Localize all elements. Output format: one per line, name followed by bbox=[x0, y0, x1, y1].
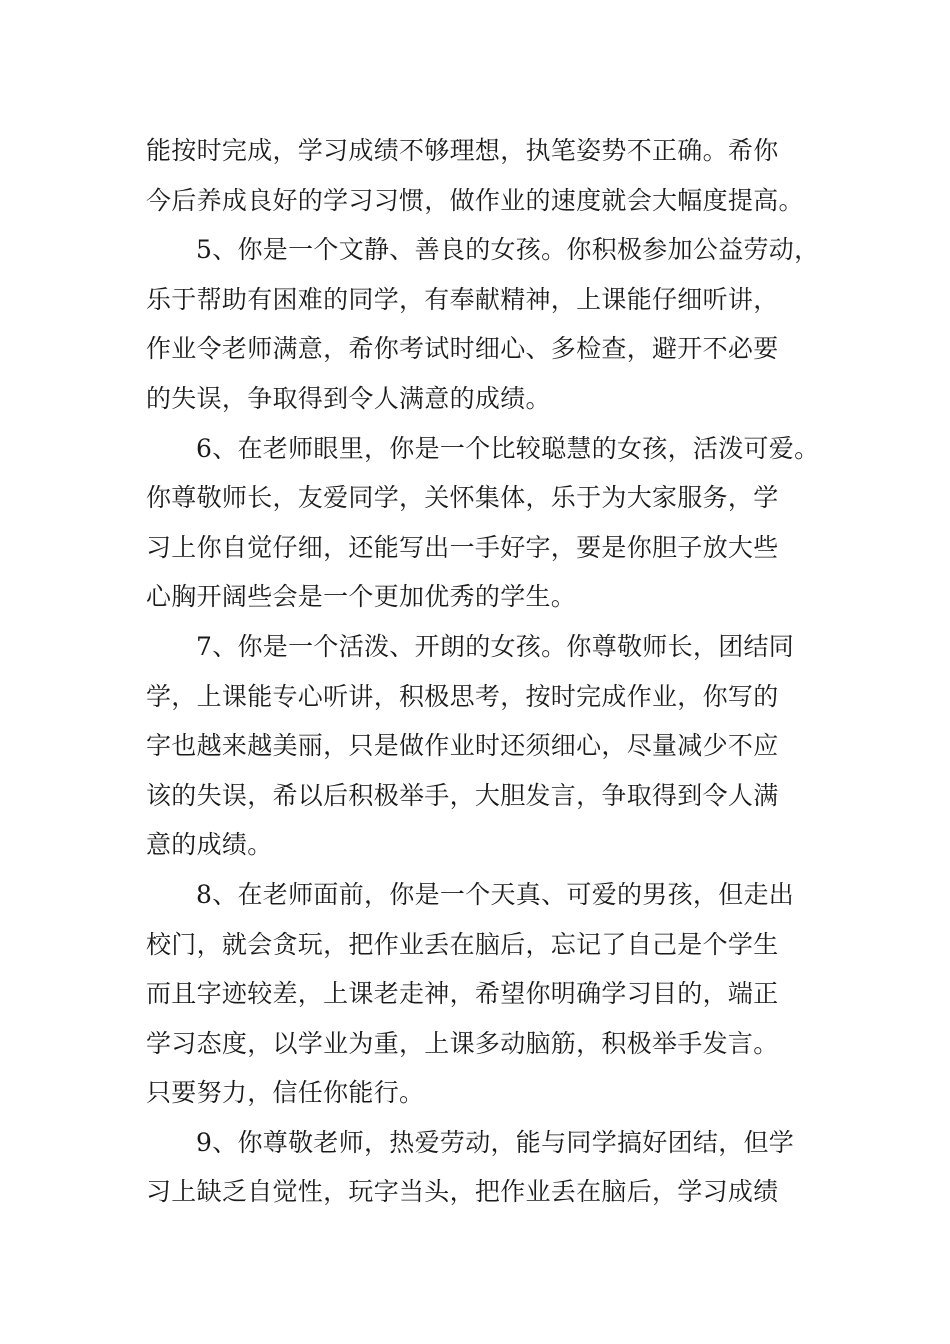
text-line: 习上缺乏自觉性，玩字当头，把作业丢在脑后，学习成绩 bbox=[146, 1177, 779, 1207]
text-line: 而且字迹较差，上课老走神，希望你明确学习目的，端正 bbox=[146, 979, 779, 1009]
text-line: 今后养成良好的学习习惯，做作业的速度就会大幅度提高。 bbox=[146, 185, 804, 215]
text-line: 心胸开阔些会是一个更加优秀的学生。 bbox=[146, 582, 577, 612]
text-line: 习上你自觉仔细，还能写出一手好字，要是你胆子放大些 bbox=[146, 532, 779, 562]
text-line: 该的失误，希以后积极举手，大胆发言，争取得到令人满 bbox=[146, 780, 779, 810]
text-line: 字也越来越美丽，只是做作业时还须细心，尽量减少不应 bbox=[146, 731, 779, 761]
text-line: 作业令老师满意，希你考试时细心、多检查，避开不必要 bbox=[146, 334, 779, 364]
text-line: 的失误，争取得到令人满意的成绩。 bbox=[146, 383, 551, 413]
text-line: 能按时完成，学习成绩不够理想，执笔姿势不正确。希你 bbox=[146, 136, 779, 165]
text-line: 学习态度，以学业为重，上课多动脑筋，积极举手发言。 bbox=[146, 1028, 779, 1058]
paragraph-start-line: 8、在老师面前，你是一个天真、可爱的男孩，但走出 bbox=[196, 879, 795, 909]
text-line: 只要努力，信任你能行。 bbox=[146, 1078, 425, 1108]
text-line: 乐于帮助有困难的同学，有奉献精神，上课能仔细听讲， bbox=[146, 284, 779, 314]
text-line: 校门，就会贪玩，把作业丢在脑后，忘记了自己是个学生 bbox=[146, 929, 779, 959]
text-line: 学，上课能专心听讲，积极思考，按时完成作业，你写的 bbox=[146, 681, 779, 711]
text-line: 意的成绩。 bbox=[146, 830, 273, 860]
document-body bbox=[146, 126, 826, 1217]
paragraph-start-line: 5、你是一个文静、善良的女孩。你积极参加公益劳动， bbox=[196, 235, 820, 265]
paragraph-start-line: 9、你尊敬老师，热爱劳动，能与同学搞好团结，但学 bbox=[196, 1127, 795, 1157]
paragraph-start-line: 7、你是一个活泼、开朗的女孩。你尊敬师长，团结同 bbox=[196, 631, 795, 661]
paragraph-start-line: 6、在老师眼里，你是一个比较聪慧的女孩，活泼可爱。 bbox=[196, 433, 820, 463]
text-line: 你尊敬师长，友爱同学，关怀集体，乐于为大家服务，学 bbox=[146, 483, 779, 513]
